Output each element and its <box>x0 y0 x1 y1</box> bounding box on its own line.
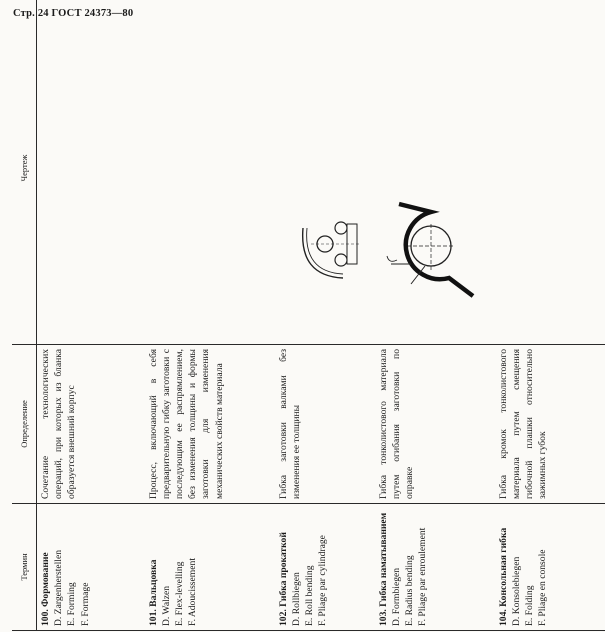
definition-text: Гибка кромок тонколистового материала путем смещения гибочной плашки относительно зажимных губок <box>497 349 549 499</box>
table-header-row <box>12 0 37 631</box>
definition-cell <box>145 345 275 504</box>
bent-sheet-inner <box>306 228 342 274</box>
term-english: E. Roll bending <box>303 565 315 626</box>
definition-cell <box>37 345 145 504</box>
term-english: E. Folding <box>523 585 535 626</box>
term-cell <box>145 504 275 631</box>
radius-bending-figure <box>381 194 481 304</box>
column-header-term: Термин <box>12 504 37 631</box>
term-cell <box>375 504 495 631</box>
rotated-page-content <box>12 19 549 631</box>
drawing-cell <box>145 0 275 345</box>
term-french: F. Pliage par cylindrage <box>317 535 329 626</box>
drawing-cell <box>375 0 495 345</box>
definition-text: Сочетание технологических операций, при которых из бланка образуется внешний корпус <box>40 349 78 499</box>
column-header-drawing: Чертеж <box>12 0 37 345</box>
upper-roll <box>317 236 333 252</box>
table-row <box>275 0 375 631</box>
drawing-cell <box>495 0 605 345</box>
table-row <box>145 0 275 631</box>
term-cell <box>495 504 605 631</box>
term-german: D. Zargenherstellen <box>53 549 65 626</box>
term-title: 100. Формование <box>40 552 51 626</box>
term-cell <box>275 504 375 631</box>
definition-text: Гибка тонколистового материала путем огибания заготовки по оправке <box>377 349 415 499</box>
table-row <box>375 0 495 631</box>
term-title: 102. Гибка прокаткой <box>277 532 289 626</box>
roll-bending-figure <box>285 204 365 284</box>
term-german: D. Konsolebiegen <box>510 556 522 626</box>
term-english: E. Radius bending <box>403 555 415 626</box>
lower-roll-right <box>335 222 347 234</box>
term-english: E. Flex-levelling <box>173 561 185 626</box>
table-row <box>37 0 145 631</box>
column-header-definition: Определение <box>12 345 37 504</box>
bent-sheet <box>302 228 342 278</box>
definition-text: Процесс, включающий в себя предварительную гибку заготовки с последующим ее распрямлением, без изменения толщины и формы заготовки для изменения механических свойств материала <box>147 349 225 499</box>
term-german: D. Rollbiegen <box>290 572 302 626</box>
term-german: D. Formbiegen <box>390 567 402 626</box>
term-french: F. Pliage en console <box>537 549 549 626</box>
page-header: Стр. 24 ГОСТ 24373—80 <box>13 8 134 19</box>
wrapped-sheet <box>399 204 473 296</box>
term-french: F. Formage <box>79 582 91 626</box>
definition-cell <box>375 345 495 504</box>
term-french: F. Pliage par enroulement <box>417 527 429 626</box>
definition-cell <box>275 345 375 504</box>
term-title: 104. Консольная гибка <box>497 527 509 626</box>
terms-table <box>12 0 605 631</box>
term-title: 103. Гибка наматыванием <box>377 512 389 626</box>
drawing-cell <box>275 0 375 345</box>
term-title: 101. Вальцовка <box>147 559 159 626</box>
definition-text: Гибка заготовки валками без изменения ее толщины <box>277 349 302 499</box>
term-cell <box>37 504 145 631</box>
term-german: D. Walzen <box>160 585 172 626</box>
drawing-cell <box>37 0 145 345</box>
table-row <box>495 0 605 631</box>
definition-cell <box>495 345 605 504</box>
term-english: E. Forming <box>66 582 78 626</box>
term-french: F. Adoucissement <box>187 558 199 626</box>
lower-roll-left <box>335 254 347 266</box>
